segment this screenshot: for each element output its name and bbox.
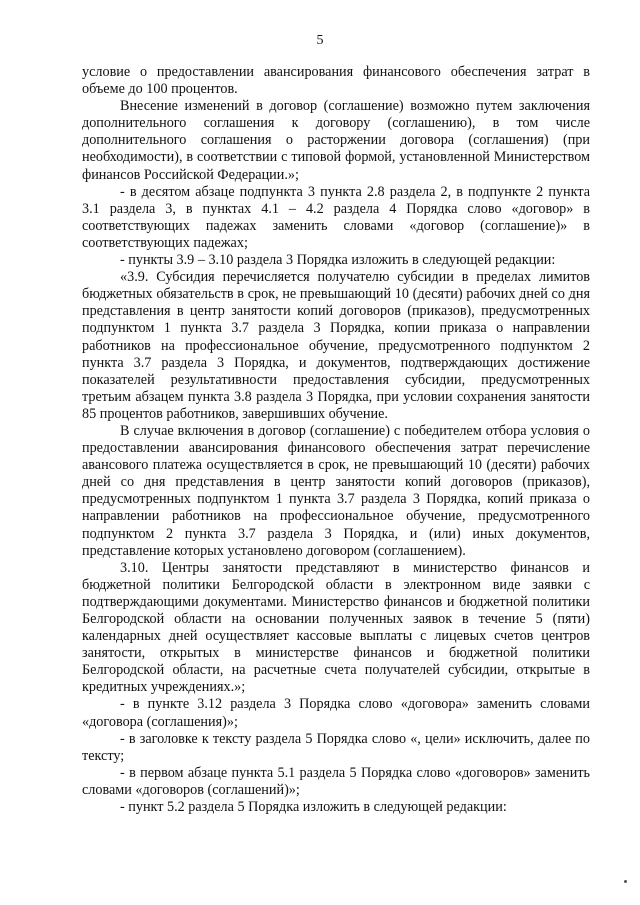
paragraph: - в первом абзаце пункта 5.1 раздела 5 Порядка слово «договоров» заменить словами «договоров (соглашений)»; (82, 764, 590, 798)
paragraph: - пункты 3.9 – 3.10 раздела 3 Порядка изложить в следующей редакции: (120, 252, 556, 269)
paragraph: - в пункте 3.12 раздела 3 Порядка слово «договора» заменить словами «договора (соглашения)»; (82, 696, 590, 730)
paragraph: - в заголовке к тексту раздела 5 Порядка слово «, цели» исключить, далее по тексту; (82, 730, 590, 764)
page-number: 5 (316, 33, 324, 48)
scan-speck (624, 880, 627, 883)
paragraph: «3.9. Субсидия перечисляется получателю субсидии в пределах лимитов бюджетных обязательств в срок, не превышающий 10 (десяти) рабочих дней со дня представления в центр занятости копий договоров (приказов), предусмотренных подпунктом 1 пункта 3.7 раздела 3 Порядка, копии приказа о направлении работников на профессиональное обучение, предусмотренного подпунктом 2 пункта 3.7 раздела 3 Порядка, и документов, подтверждающих достижение показателей результативности предоставления субсидии, предусмотренных третьим абзацем пункта 3.8 раздела 3 Порядка, при условии сохранения занятости 85 процентов работников, завершивших обучение. (82, 269, 590, 422)
paragraph: Внесение изменений в договор (соглашение) возможно путем заключения дополнительного соглашения к договору (соглашению), в том числе дополнительного соглашения о расторжении договора (соглашения) (при необходимости), в соответствии с типовой формой, установленной Министерством финансов Российской Федерации.»; (82, 98, 590, 183)
paragraph: В случае включения в договор (соглашение) с победителем отбора условия о предоставлении авансирования финансового обеспечения затрат перечисление авансового платежа осуществляется в срок, не превышающий 10 (десяти) рабочих дней со дня представления в центр занятости копий договоров (приказов), предусмотренных подпунктом 1 пункта 3.7 раздела 3 Порядка, копий приказа о направлении работников на профессиональное обучение, предусмотренного подпунктом 2 пункта 3.7 раздела 3 Порядка, и (или) иных документов, представление которых установлено договором (соглашением). (82, 422, 590, 559)
paragraph: - пункт 5.2 раздела 5 Порядка изложить в следующей редакции: (120, 799, 507, 816)
paragraph: условие о предоставлении авансирования финансового обеспечения затрат в объеме до 100 процентов. (82, 64, 590, 98)
paragraph: - в десятом абзаце подпункта 3 пункта 2.8 раздела 2, в подпункте 2 пункта 3.1 раздела 3, в пунктах 4.1 – 4.2 раздела 4 Порядка слово «договор» в соответствующих падежах заменить словами «договор (соглашение)» в соответствующих падежах; (82, 183, 590, 251)
paragraph: 3.10. Центры занятости представляют в министерство финансов и бюджетной политики Белгородской области в электронном виде заявки с подтверждающими документами. Министерство финансов и бюджетной политики Белгородской области на основании полученных заявок в течение 5 (пяти) календарных дней осуществляет кассовые выплаты с лицевых счетов центров занятости, открытых в министерстве финансов и бюджетной политики Белгородской области, на расчетные счета получателей субсидии, открытые в кредитных учреждениях.»; (82, 559, 590, 696)
document-body (82, 64, 590, 816)
